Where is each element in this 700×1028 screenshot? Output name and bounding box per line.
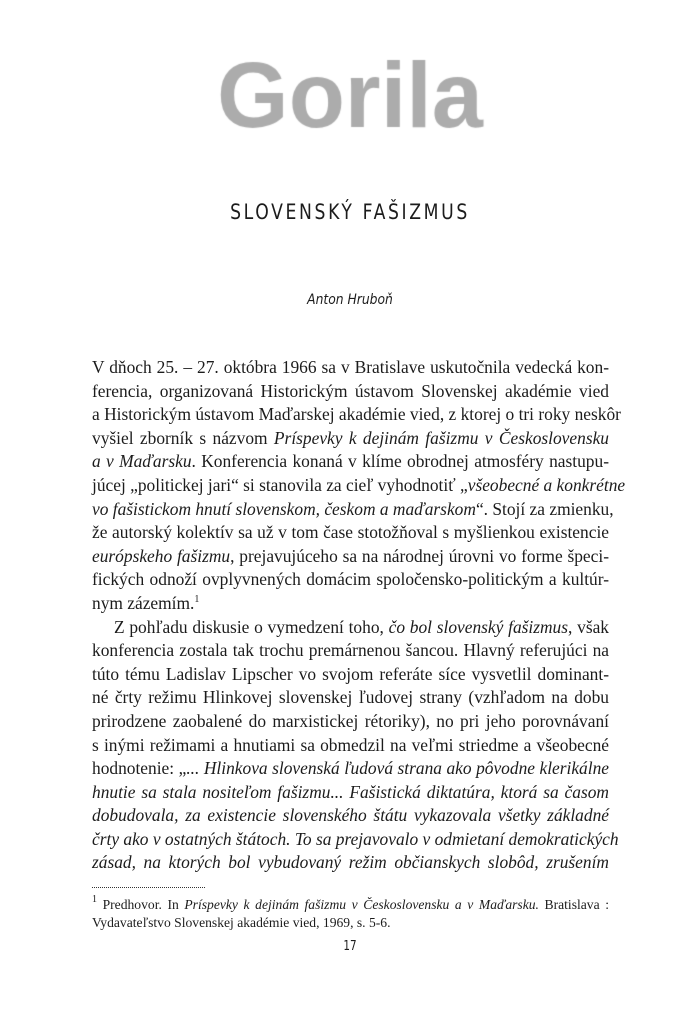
text-run: né črty režimu Hlinkovej slovenskej ľudovej strany (vzhľadom na dobu	[92, 687, 609, 708]
body-line	[92, 521, 609, 545]
text-run: “. Stojí za zmienku,	[475, 498, 614, 519]
text-run: túto tému Ladislav Lipscher vo svojom referáte síce vysvetlil dominant-	[92, 663, 609, 684]
body-line	[92, 710, 609, 734]
italic-text: dobudovala, za existencie slovenského štátu vykazovala všetky základné	[92, 805, 609, 826]
footnote	[92, 896, 609, 932]
text-run: fických odnoží ovplyvnených domácim spoločensko-politickým a kultúr-	[92, 569, 609, 590]
body-line	[92, 380, 609, 404]
text-run: . Konferencia konaná v klíme obrodnej atmosféry nastupu-	[191, 451, 609, 472]
text-run: prirodzene zaobalené do marxistickej rétoriky), no pri jeho porovnávaní	[92, 710, 609, 731]
italic-text: črty ako v ostatných štátoch. To sa prejavovalo v odmietaní demokratických	[92, 828, 619, 849]
text-run: , však	[568, 616, 609, 637]
footnote-line	[92, 914, 609, 932]
italic-text: a v Maďarsku	[92, 451, 192, 472]
footnote-reference: 1	[194, 593, 200, 605]
author-name: Anton Hruboň	[307, 292, 393, 308]
text-run: konferencia zostala tak trochu premárnenou šancou. Hlavný referujúci na	[92, 640, 609, 661]
body-line	[92, 734, 609, 758]
text-run: vyšiel zborník s názvom	[92, 427, 274, 448]
body-line	[92, 757, 609, 781]
text-run: s inými režimami a hnutiami sa obmedzil na veľmi striedme a všeobecné	[92, 734, 609, 755]
body-line	[92, 828, 619, 852]
italic-text: všeobecné a konkrétne	[467, 474, 626, 495]
body-line	[92, 568, 609, 592]
body-line	[92, 545, 609, 569]
text-run: nym zázemím.	[92, 592, 195, 613]
watermark-logo	[150, 40, 550, 160]
italic-text: vo fašistickom hnutí slovenskom, českom a maďarskom	[92, 498, 476, 519]
body-line	[92, 356, 609, 380]
text-run: a Historickým ústavom Maďarskej akadémie vied, z ktorej o tri roky neskôr	[92, 404, 621, 425]
body-text	[92, 356, 626, 875]
body-line	[92, 450, 609, 474]
page-number: 17	[343, 939, 357, 954]
italic-text: čo bol slovenský fašizmus	[388, 616, 569, 637]
body-line	[92, 781, 609, 805]
text-run: V dňoch 25. – 27. októbra 1966 sa v Bratislave uskutočnila vedecká kon-	[92, 357, 609, 377]
italic-text: Príspevky k dejinám fašizmu v Československu a v Maďarsku.	[184, 897, 539, 912]
italic-text: Príspevky k dejinám fašizmu v Československu	[273, 427, 609, 448]
text-run: Predhovor. In	[97, 897, 185, 912]
text-run: ferencia, organizovaná Historickým ústavom Slovenskej akadémie vied	[92, 380, 609, 401]
body-line	[92, 686, 609, 710]
body-line	[92, 498, 614, 522]
text-run: Z pohľadu diskusie o vymedzení toho,	[114, 616, 389, 637]
text-run: Bratislava :	[538, 897, 609, 912]
italic-text: európskeho fašizmu	[92, 545, 231, 566]
body-line	[92, 851, 609, 875]
body-line	[92, 474, 626, 498]
text-run: že autorský kolektív sa už v tom čase stotožňoval s myšlienkou existencie	[92, 522, 609, 543]
body-line	[92, 403, 621, 427]
chapter-title: SLOVENSKÝ FAŠIZMUS	[230, 200, 470, 224]
text-run: Vydavateľstvo Slovenskej akadémie vied, 1969, s. 5-6.	[92, 915, 391, 930]
footnote-separator	[92, 887, 205, 888]
body-line	[92, 639, 609, 663]
italic-text: ... Hlinkova slovenská ľudová strana ako pôvodne klerikálne	[186, 758, 610, 779]
body-line	[92, 427, 609, 451]
body-line	[92, 663, 609, 687]
body-line	[92, 616, 609, 640]
italic-text: hnutie sa stala nositeľom fašizmu... Fašistická diktatúra, ktorá sa časom	[92, 781, 609, 802]
body-line	[92, 804, 609, 828]
italic-text: zásad, na ktorých bol vybudovaný režim občianskych slobôd, zrušením	[92, 852, 609, 873]
text-run: hodnotenie: „	[92, 758, 187, 779]
text-run: júcej „politickej jari“ si stanovila za cieľ vyhodnotiť „	[92, 474, 468, 495]
text-run: , prejavujúceho sa na národnej úrovni vo forme špeci-	[230, 545, 609, 566]
footnote-line	[92, 896, 609, 914]
footnote-reference: 1	[92, 894, 97, 905]
body-line	[92, 592, 609, 616]
